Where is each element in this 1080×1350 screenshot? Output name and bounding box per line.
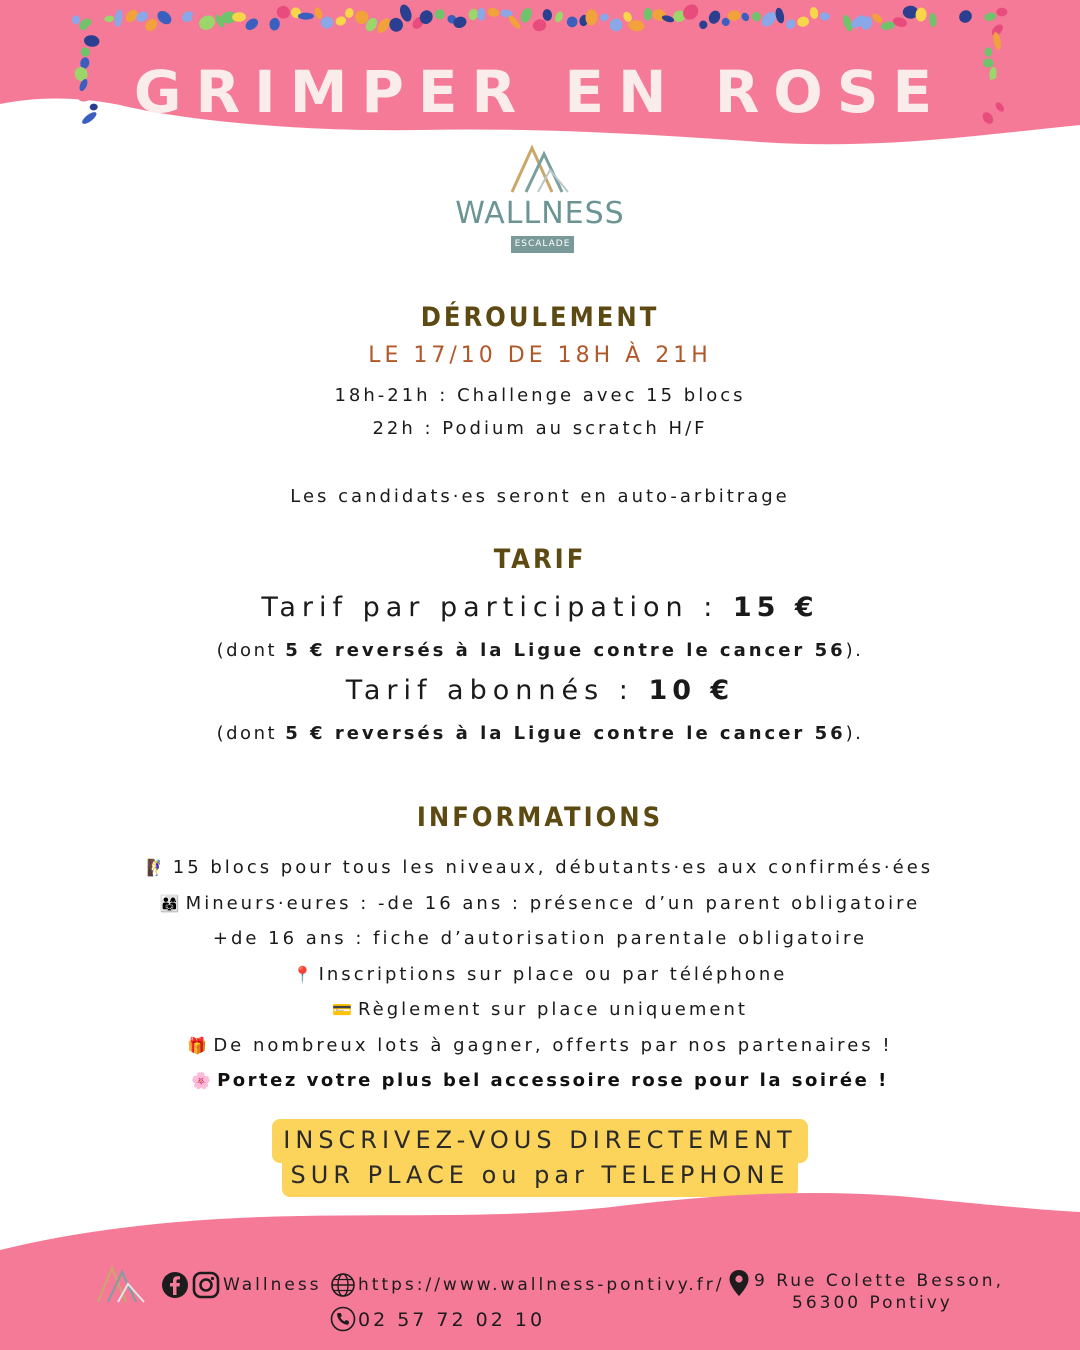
tarif-participation-note — [0, 640, 1080, 661]
logo-badge: ESCALADE — [511, 236, 574, 253]
arbitrage-note: Les candidats·es seront en auto-arbitrage — [290, 486, 790, 507]
globe-icon — [330, 1272, 356, 1298]
section-heading-tarif: TARIF — [493, 544, 587, 575]
phone-number[interactable]: 02 57 72 02 10 — [358, 1309, 546, 1331]
info-item-text: Inscriptions sur place ou par téléphone — [318, 964, 788, 985]
info-item-text: +de 16 ans : fiche d’autorisation parentale obligatoire — [212, 928, 868, 949]
tarif-abonnes-note — [0, 723, 1080, 744]
gift-icon: 🎁 — [187, 1036, 208, 1055]
info-item — [0, 1070, 1080, 1091]
note-close: ). — [845, 640, 864, 661]
info-item-text: Portez votre plus bel accessoire rose pour la soirée ! — [217, 1070, 889, 1091]
info-item-text: De nombreux lots à gagner, offerts par nos partenaires ! — [213, 1035, 893, 1056]
note-open: (dont — [216, 640, 286, 661]
section-heading-deroulement: DÉROULEMENT — [420, 302, 660, 333]
schedule-line-podium: 22h : Podium au scratch H/F — [372, 418, 708, 439]
tarif-abonnes-price: 10 € — [648, 675, 735, 706]
info-item-text: Mineurs·eures : -de 16 ans : présence d’un parent obligatoire — [185, 893, 921, 914]
info-item — [0, 893, 1080, 914]
tarif-participation — [0, 592, 1080, 623]
wallness-mountain-icon — [94, 1262, 150, 1304]
address-line-1: 9 Rue Colette Besson, — [754, 1271, 1004, 1291]
info-item — [0, 928, 1080, 949]
family-icon: 👨‍👩‍👧 — [159, 894, 180, 913]
info-item — [0, 1035, 1080, 1056]
note-open: (dont — [216, 723, 286, 744]
section-heading-informations: INFORMATIONS — [416, 802, 664, 833]
phone-icon — [330, 1306, 356, 1332]
social-handle[interactable]: Wallness — [223, 1275, 322, 1295]
note-bold: 5 € reversés à la Ligue contre le cancer 56 — [285, 723, 846, 744]
note-close: ). — [845, 723, 864, 744]
page-title: GRIMPER EN ROSE — [133, 58, 947, 126]
cta-line-1: INSCRIVEZ-VOUS DIRECTEMENT — [283, 1126, 797, 1154]
info-item — [0, 964, 1080, 985]
location-pin-icon — [728, 1269, 750, 1297]
info-item — [0, 857, 1080, 878]
tarif-abonnes-label: Tarif abonnés : — [345, 675, 649, 706]
climber-icon: 🧗‍♀️ — [146, 858, 167, 877]
cta-line-2: SUR PLACE ou par TELEPHONE — [290, 1161, 790, 1189]
tarif-abonnes — [0, 675, 1080, 706]
info-item-text: 15 blocs pour tous les niveaux, débutants·es aux confirmés·ées — [172, 857, 934, 878]
tarif-participation-label: Tarif par participation : — [261, 592, 733, 623]
tarif-participation-price: 15 € — [732, 592, 819, 623]
info-item-text: Règlement sur place uniquement — [357, 999, 748, 1020]
credit-card-icon: 💳 — [332, 1000, 352, 1019]
address-line-2: 56300 Pontivy — [792, 1293, 953, 1313]
website-link[interactable]: https://www.wallness-pontivy.fr/ — [358, 1275, 725, 1295]
flower-icon: 🌸 — [191, 1071, 212, 1090]
info-item — [0, 999, 1080, 1020]
pin-icon: 📍 — [292, 965, 313, 984]
note-bold: 5 € reversés à la Ligue contre le cancer 56 — [285, 640, 846, 661]
climbing-hold — [298, 13, 314, 20]
instagram-icon[interactable] — [192, 1271, 220, 1299]
logo-wordmark: WALLNESS — [455, 196, 625, 231]
event-date: LE 17/10 DE 18H À 21H — [368, 343, 712, 368]
schedule-line-challenge: 18h-21h : Challenge avec 15 blocs — [334, 385, 746, 406]
facebook-icon[interactable] — [161, 1271, 189, 1299]
